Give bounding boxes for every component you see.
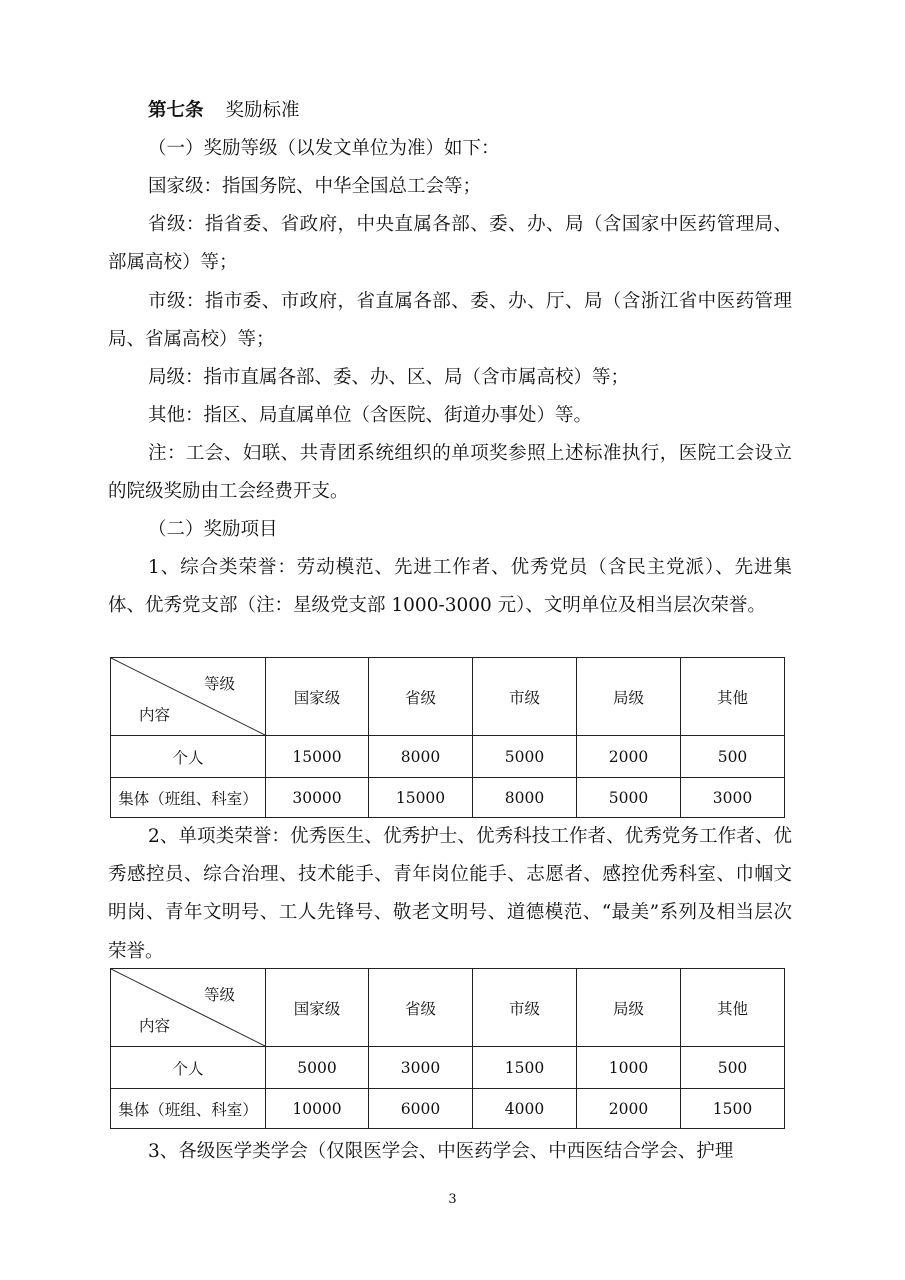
paragraph: 市级：指市委、市政府，省直属各部、委、办、厅、局（含浙江省中医药管理局、省属高校）等； (108, 291, 792, 351)
row-label: 集体（班组、科室） (111, 1089, 266, 1129)
table-cell: 500 (681, 1047, 785, 1089)
column-header: 省级 (369, 969, 473, 1047)
table-cell: 8000 (369, 736, 473, 778)
table-cell: 10000 (266, 1089, 369, 1129)
column-header: 局级 (577, 658, 681, 736)
article-heading (108, 92, 792, 130)
article-subtitle: 奖励标准 (225, 100, 300, 121)
table-cell: 3000 (681, 778, 785, 818)
table-cell: 3000 (369, 1047, 473, 1089)
header-level-label: 等级 (203, 986, 235, 1004)
table-cell: 1500 (681, 1089, 785, 1129)
column-header: 局级 (577, 969, 681, 1047)
table-cell: 6000 (369, 1089, 473, 1129)
column-header: 国家级 (266, 969, 369, 1047)
award-table-comprehensive (110, 657, 785, 818)
table-cell: 15000 (266, 736, 369, 778)
diagonal-header-cell (111, 969, 266, 1047)
header-level-label: 等级 (203, 675, 235, 693)
table-row (111, 736, 785, 778)
column-header: 国家级 (266, 658, 369, 736)
table-cell: 1500 (473, 1047, 577, 1089)
table-header-row (111, 658, 785, 736)
paragraph: 2、单项类荣誉：优秀医生、优秀护士、优秀科技工作者、优秀党务工作者、优秀感控员、综合治理、技术能手、青年岗位能手、志愿者、感控优秀科室、巾帼文明岗、青年文明号、工人先锋号、敬老文明号、道德模范、“最美”系列及相当层次荣誉。 (108, 826, 792, 962)
table-cell: 2000 (577, 736, 681, 778)
paragraph: （一）奖励等级（以发文单位为准）如下： (148, 138, 500, 159)
column-header: 市级 (473, 658, 577, 736)
diagonal-line (111, 658, 265, 735)
article-title: 第七条 (148, 100, 204, 121)
table-cell: 15000 (369, 778, 473, 818)
table-cell: 5000 (473, 736, 577, 778)
table-row (111, 1089, 785, 1129)
table-cell: 1000 (577, 1047, 681, 1089)
header-content-label: 内容 (139, 706, 171, 724)
table-cell: 5000 (266, 1047, 369, 1089)
table-row (111, 778, 785, 818)
table-cell: 500 (681, 736, 785, 778)
column-header: 省级 (369, 658, 473, 736)
paragraph: 注：工会、妇联、共青团系统组织的单项奖参照上述标准执行，医院工会设立的院级奖励由工会经费开支。 (108, 443, 792, 503)
page-number: 3 (448, 1192, 457, 1207)
table-cell: 8000 (473, 778, 577, 818)
diagonal-header-cell (111, 658, 266, 736)
paragraph: 省级：指省委、省政府，中央直属各部、委、办、局（含国家中医药管理局、部属高校）等； (108, 214, 792, 274)
paragraph: 局级：指市直属各部、委、办、区、局（含市属高校）等； (148, 367, 630, 388)
row-label: 个人 (111, 1047, 266, 1089)
column-header: 市级 (473, 969, 577, 1047)
table-header-row (111, 969, 785, 1047)
table-cell: 30000 (266, 778, 369, 818)
paragraph: 1、综合类荣誉：劳动模范、先进工作者、优秀党员（含民主党派）、先进集体、优秀党支部（注：星级党支部 1000-3000 元）、文明单位及相当层次荣誉。 (108, 557, 792, 617)
table-cell: 4000 (473, 1089, 577, 1129)
table-cell: 2000 (577, 1089, 681, 1129)
column-header: 其他 (681, 658, 785, 736)
header-content-label: 内容 (139, 1017, 171, 1035)
paragraph: 其他：指区、局直属单位（含医院、街道办事处）等。 (148, 405, 593, 426)
table-cell: 5000 (577, 778, 681, 818)
row-label: 个人 (111, 736, 266, 778)
column-header: 其他 (681, 969, 785, 1047)
award-table-individual (110, 968, 785, 1129)
row-label: 集体（班组、科室） (111, 778, 266, 818)
paragraph: 国家级：指国务院、中华全国总工会等； (148, 176, 482, 197)
diagonal-line (111, 969, 265, 1046)
table-row (111, 1047, 785, 1089)
paragraph: 3、各级医学类学会（仅限医学会、中医药学会、中西医结合学会、护理 (148, 1141, 734, 1162)
paragraph: （二）奖励项目 (148, 519, 278, 540)
